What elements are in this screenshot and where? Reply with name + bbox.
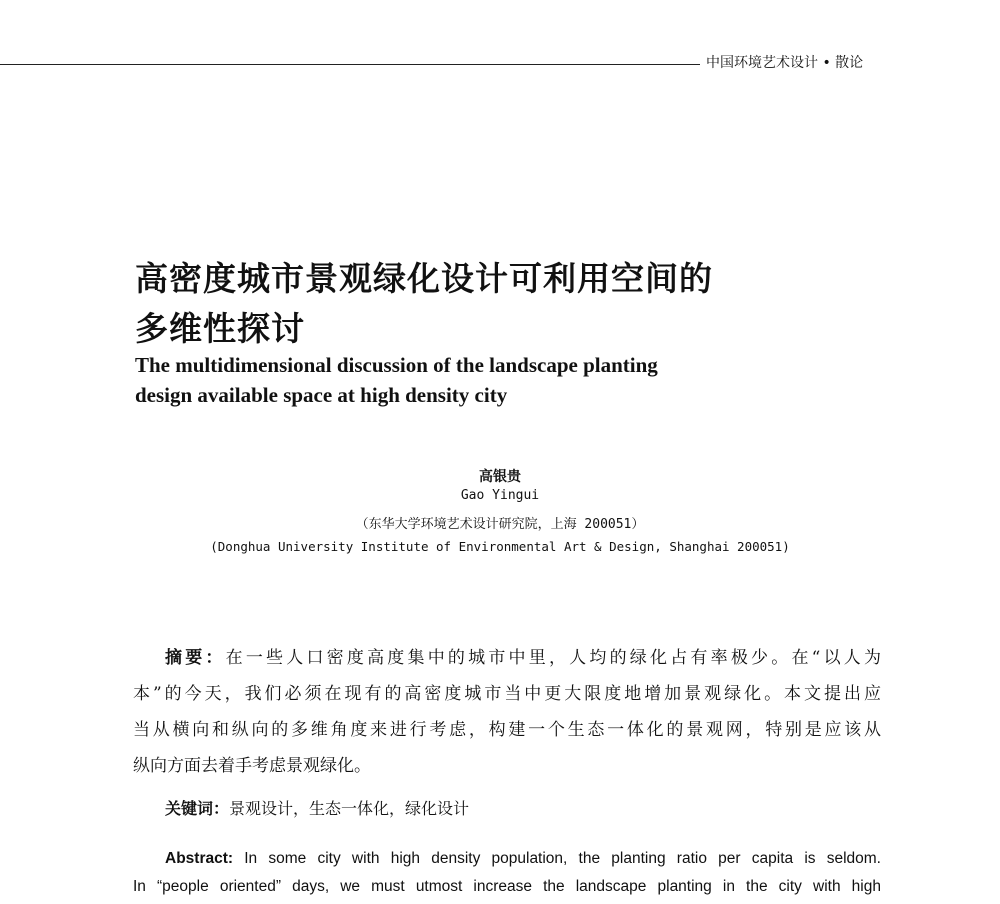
- title-en-line-2: design available space at high density city: [135, 383, 508, 407]
- running-header: 中国环境艺术设计 • 散论: [706, 55, 864, 71]
- title-cn-line-2: 多维性探讨: [135, 309, 305, 348]
- abstract-cn-text: 在一些人口密度高度集中的城市中里，人均的绿化占有率极少。在“以人为: [225, 648, 882, 668]
- abstract-en-text: In some city with high density population, the planting ratio per capita is seldom.: [233, 850, 881, 867]
- keywords-label: 关键词：: [165, 799, 230, 818]
- keywords: [165, 796, 469, 819]
- keywords-text: 景观设计，生态一体化，绿化设计: [229, 799, 470, 818]
- title-en-line-1: The multidimensional discussion of the landscape planting: [135, 353, 658, 377]
- abstract-cn-line: [165, 646, 881, 670]
- abstract-cn-line: 本”的今天，我们必须在现有的高密度城市当中更大限度地增加景观绿化。本文提出应: [133, 684, 881, 704]
- abstract-en-line: [165, 850, 881, 868]
- author-name-cn: 高银贵: [479, 469, 521, 485]
- abstract-en-label: Abstract:: [165, 850, 234, 867]
- abstract-cn-line: 当从横向和纵向的多维角度来进行考虑，构建一个生态一体化的景观网，特别是应该从: [133, 720, 881, 740]
- affiliation-en: (Donghua University Institute of Environmental Art & Design, Shanghai 200051): [210, 539, 790, 554]
- header-rule: [0, 64, 700, 65]
- abstract-en-line: In “people oriented” days, we must utmost increase the landscape planting in the city with high: [133, 878, 881, 895]
- affiliation-cn: （东华大学环境艺术设计研究院，上海 200051）: [355, 517, 645, 532]
- abstract-cn-label: 摘要：: [165, 648, 226, 668]
- abstract-cn-line: 纵向方面去着手考虑景观绿化。: [133, 756, 371, 776]
- author-name-en: Gao Yingui: [460, 488, 540, 503]
- title-cn-line-1: 高密度城市景观绿化设计可利用空间的: [135, 259, 713, 298]
